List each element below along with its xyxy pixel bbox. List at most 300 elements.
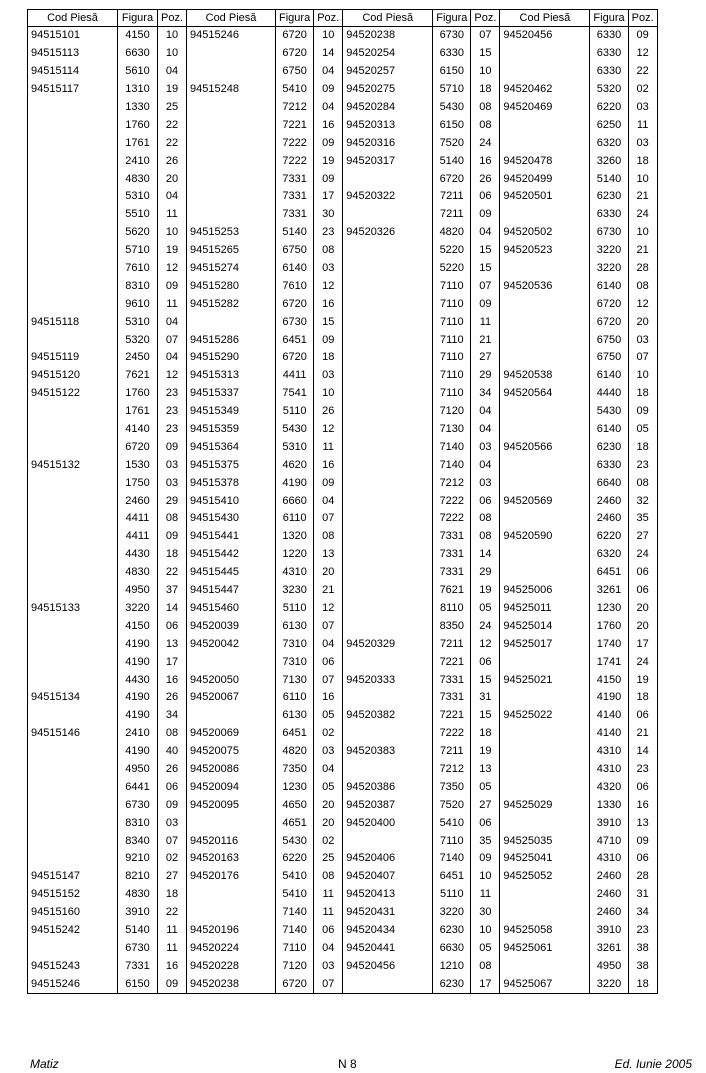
col-header-cod-piesa: Cod Piesă: [187, 10, 276, 27]
figure-cell: 4830: [118, 564, 158, 582]
figure-cell: 7310: [276, 635, 314, 653]
position-cell: 05: [471, 600, 500, 618]
figure-cell: 4620: [276, 456, 314, 474]
part-code-cell: [343, 242, 433, 260]
part-code-cell: [28, 188, 118, 206]
table-row: [28, 170, 658, 188]
position-cell: 19: [628, 671, 657, 689]
part-code-cell: 94515286: [187, 331, 276, 349]
part-code-cell: [187, 45, 276, 63]
part-code-cell: 94515243: [28, 957, 118, 975]
part-code-cell: [187, 134, 276, 152]
part-code-cell: [343, 528, 433, 546]
part-code-cell: [343, 653, 433, 671]
table-row: [28, 832, 658, 850]
figure-cell: 6330: [590, 63, 628, 81]
figure-cell: 7110: [433, 367, 471, 385]
part-code-cell: 94515447: [187, 582, 276, 600]
position-cell: 24: [628, 653, 657, 671]
position-cell: 22: [628, 63, 657, 81]
figure-cell: 3220: [118, 600, 158, 618]
figure-cell: 8310: [118, 814, 158, 832]
position-cell: 03: [471, 474, 500, 492]
figure-cell: 8310: [118, 277, 158, 295]
position-cell: 14: [158, 600, 187, 618]
footer-edition: Ed. Iunie 2005: [614, 1057, 692, 1071]
position-cell: 14: [471, 546, 500, 564]
figure-cell: 6720: [433, 170, 471, 188]
figure-cell: 4820: [433, 224, 471, 242]
figure-cell: 4310: [276, 564, 314, 582]
position-cell: 06: [471, 814, 500, 832]
part-code-cell: [28, 832, 118, 850]
figure-cell: 2460: [590, 886, 628, 904]
figure-cell: 6140: [590, 367, 628, 385]
position-cell: 06: [628, 707, 657, 725]
part-code-cell: 94515364: [187, 438, 276, 456]
table-row: [28, 957, 658, 975]
figure-cell: 7110: [276, 939, 314, 957]
figure-cell: 5140: [276, 224, 314, 242]
part-code-cell: 94520067: [187, 689, 276, 707]
table-row: [28, 403, 658, 421]
figure-cell: 7541: [276, 385, 314, 403]
position-cell: 11: [158, 295, 187, 313]
figure-cell: 4320: [590, 778, 628, 796]
figure-cell: 6720: [276, 295, 314, 313]
figure-cell: 7222: [433, 492, 471, 510]
position-cell: 04: [158, 63, 187, 81]
part-code-cell: [343, 761, 433, 779]
figure-cell: 5430: [590, 403, 628, 421]
position-cell: 09: [158, 277, 187, 295]
part-code-cell: 94515118: [28, 313, 118, 331]
figure-cell: 1230: [590, 600, 628, 618]
position-cell: 06: [628, 582, 657, 600]
part-code-cell: 94520400: [343, 814, 433, 832]
position-cell: 21: [628, 188, 657, 206]
part-code-cell: [28, 152, 118, 170]
position-cell: 15: [471, 242, 500, 260]
position-cell: 25: [158, 99, 187, 117]
part-code-cell: 94520333: [343, 671, 433, 689]
position-cell: 22: [158, 116, 187, 134]
figure-cell: 7222: [276, 134, 314, 152]
part-code-cell: 94520228: [187, 957, 276, 975]
part-code-cell: 94520317: [343, 152, 433, 170]
position-cell: 18: [314, 349, 343, 367]
figure-cell: 4190: [118, 635, 158, 653]
position-cell: 12: [314, 600, 343, 618]
figure-cell: 6660: [276, 492, 314, 510]
figure-cell: 6750: [276, 242, 314, 260]
part-code-cell: 94525067: [500, 975, 590, 993]
part-code-cell: [187, 707, 276, 725]
position-cell: 26: [158, 152, 187, 170]
position-cell: 21: [628, 725, 657, 743]
figure-cell: 7221: [433, 707, 471, 725]
part-code-cell: [187, 814, 276, 832]
position-cell: 22: [158, 564, 187, 582]
part-code-cell: [343, 277, 433, 295]
position-cell: 14: [628, 743, 657, 761]
figure-cell: 6720: [276, 349, 314, 367]
part-code-cell: [187, 63, 276, 81]
part-code-cell: 94520116: [187, 832, 276, 850]
position-cell: 24: [471, 134, 500, 152]
position-cell: 06: [628, 850, 657, 868]
position-cell: 04: [158, 349, 187, 367]
position-cell: 20: [314, 796, 343, 814]
figure-cell: 6451: [276, 331, 314, 349]
position-cell: 11: [314, 904, 343, 922]
table-row: [28, 796, 658, 814]
part-code-cell: [28, 116, 118, 134]
part-code-cell: 94520284: [343, 99, 433, 117]
figure-cell: 7140: [276, 904, 314, 922]
part-code-cell: 94520387: [343, 796, 433, 814]
part-code-cell: 94515290: [187, 349, 276, 367]
figure-cell: 6150: [433, 63, 471, 81]
col-header-poz: Poz.: [158, 10, 187, 27]
part-code-cell: [343, 725, 433, 743]
part-code-cell: [28, 707, 118, 725]
figure-cell: 5410: [276, 868, 314, 886]
figure-cell: 7212: [276, 99, 314, 117]
part-code-cell: [343, 546, 433, 564]
part-code-cell: [500, 725, 590, 743]
position-cell: 23: [628, 761, 657, 779]
position-cell: 03: [471, 438, 500, 456]
part-code-cell: 94515442: [187, 546, 276, 564]
part-code-cell: [343, 331, 433, 349]
table-row: [28, 886, 658, 904]
figure-cell: 3260: [590, 152, 628, 170]
figure-cell: 4950: [118, 761, 158, 779]
figure-cell: 7331: [433, 689, 471, 707]
figure-cell: 5430: [433, 99, 471, 117]
table-row: [28, 456, 658, 474]
position-cell: 02: [314, 725, 343, 743]
part-code-cell: 94520196: [187, 922, 276, 940]
figure-cell: 7621: [118, 367, 158, 385]
part-code-cell: 94525029: [500, 796, 590, 814]
figure-cell: 7520: [433, 134, 471, 152]
figure-cell: 6330: [590, 27, 628, 45]
position-cell: 07: [628, 349, 657, 367]
figure-cell: 7331: [276, 188, 314, 206]
part-code-cell: 94520176: [187, 868, 276, 886]
position-cell: 12: [471, 635, 500, 653]
part-code-cell: [28, 761, 118, 779]
position-cell: 16: [158, 957, 187, 975]
position-cell: 16: [314, 116, 343, 134]
position-cell: 15: [471, 260, 500, 278]
part-code-cell: [500, 295, 590, 313]
position-cell: 12: [314, 277, 343, 295]
figure-cell: 6130: [276, 617, 314, 635]
table-row: [28, 206, 658, 224]
part-code-cell: [28, 564, 118, 582]
position-cell: 23: [628, 922, 657, 940]
position-cell: 19: [471, 743, 500, 761]
table-row: [28, 474, 658, 492]
part-code-cell: 94515280: [187, 277, 276, 295]
figure-cell: 3910: [118, 904, 158, 922]
position-cell: 18: [158, 546, 187, 564]
figure-cell: 1530: [118, 456, 158, 474]
position-cell: 10: [471, 63, 500, 81]
part-code-cell: 94515113: [28, 45, 118, 63]
part-code-cell: 94515410: [187, 492, 276, 510]
position-cell: 03: [628, 331, 657, 349]
figure-cell: 6150: [433, 116, 471, 134]
part-code-cell: 94515133: [28, 600, 118, 618]
figure-cell: 4411: [118, 510, 158, 528]
part-code-cell: [28, 778, 118, 796]
position-cell: 09: [158, 438, 187, 456]
part-code-cell: 94520313: [343, 116, 433, 134]
position-cell: 13: [471, 761, 500, 779]
table-row: [28, 295, 658, 313]
position-cell: 21: [314, 582, 343, 600]
figure-cell: 1330: [118, 99, 158, 117]
part-code-cell: [500, 761, 590, 779]
position-cell: 34: [158, 707, 187, 725]
part-code-cell: 94520441: [343, 939, 433, 957]
figure-cell: 6441: [118, 778, 158, 796]
part-code-cell: 94520434: [343, 922, 433, 940]
parts-index-table: [27, 9, 658, 994]
position-cell: 15: [471, 45, 500, 63]
table-row: [28, 224, 658, 242]
figure-cell: 7331: [276, 170, 314, 188]
figure-cell: 4430: [118, 671, 158, 689]
part-code-cell: 94515248: [187, 81, 276, 99]
part-code-cell: 94525052: [500, 868, 590, 886]
position-cell: 31: [628, 886, 657, 904]
position-cell: 17: [158, 653, 187, 671]
position-cell: 08: [158, 510, 187, 528]
part-code-cell: 94520406: [343, 850, 433, 868]
part-code-cell: 94515101: [28, 27, 118, 45]
part-code-cell: [187, 152, 276, 170]
table-row: [28, 188, 658, 206]
figure-cell: 9210: [118, 850, 158, 868]
part-code-cell: 94515265: [187, 242, 276, 260]
position-cell: 18: [471, 725, 500, 743]
figure-cell: 6250: [590, 116, 628, 134]
position-cell: 08: [471, 510, 500, 528]
position-cell: 09: [471, 295, 500, 313]
position-cell: 06: [314, 653, 343, 671]
part-code-cell: 94525011: [500, 600, 590, 618]
part-code-cell: [500, 206, 590, 224]
table-row: [28, 438, 658, 456]
position-cell: 07: [314, 617, 343, 635]
figure-cell: 1210: [433, 957, 471, 975]
position-cell: 07: [471, 27, 500, 45]
figure-cell: 5430: [276, 421, 314, 439]
figure-cell: 3261: [590, 582, 628, 600]
position-cell: 05: [628, 421, 657, 439]
figure-cell: 6451: [433, 868, 471, 886]
part-code-cell: [500, 957, 590, 975]
part-code-cell: [343, 295, 433, 313]
part-code-cell: [28, 260, 118, 278]
figure-cell: 4950: [590, 957, 628, 975]
figure-cell: 7331: [433, 671, 471, 689]
col-header-figura: Figura: [118, 10, 158, 27]
table-row: [28, 725, 658, 743]
figure-cell: 5410: [276, 81, 314, 99]
position-cell: 03: [158, 474, 187, 492]
figure-cell: 4310: [590, 850, 628, 868]
figure-cell: 6720: [590, 295, 628, 313]
position-cell: 06: [471, 492, 500, 510]
figure-cell: 6730: [118, 796, 158, 814]
position-cell: 08: [471, 116, 500, 134]
position-cell: 09: [628, 27, 657, 45]
position-cell: 16: [471, 152, 500, 170]
position-cell: 27: [471, 796, 500, 814]
part-code-cell: 94520566: [500, 438, 590, 456]
part-code-cell: [28, 492, 118, 510]
table-row: [28, 922, 658, 940]
table-row: [28, 27, 658, 45]
part-code-cell: 94520538: [500, 367, 590, 385]
figure-cell: 8340: [118, 832, 158, 850]
position-cell: 26: [158, 689, 187, 707]
part-code-cell: [28, 295, 118, 313]
part-code-cell: [500, 510, 590, 528]
table-row: [28, 45, 658, 63]
part-code-cell: [343, 474, 433, 492]
part-code-cell: 94520254: [343, 45, 433, 63]
figure-cell: 6730: [118, 939, 158, 957]
figure-cell: 7211: [433, 743, 471, 761]
position-cell: 04: [314, 63, 343, 81]
position-cell: 05: [314, 707, 343, 725]
part-code-cell: 94525035: [500, 832, 590, 850]
position-cell: 07: [314, 671, 343, 689]
position-cell: 10: [628, 224, 657, 242]
figure-cell: 4190: [118, 653, 158, 671]
figure-cell: 1760: [118, 116, 158, 134]
figure-cell: 4950: [118, 582, 158, 600]
part-code-cell: 94515253: [187, 224, 276, 242]
figure-cell: 1320: [276, 528, 314, 546]
part-code-cell: 94515282: [187, 295, 276, 313]
part-code-cell: 94525022: [500, 707, 590, 725]
figure-cell: 6630: [433, 939, 471, 957]
part-code-cell: 94520564: [500, 385, 590, 403]
position-cell: 23: [314, 224, 343, 242]
position-cell: 08: [314, 868, 343, 886]
position-cell: 13: [158, 635, 187, 653]
position-cell: 02: [158, 850, 187, 868]
position-cell: 03: [314, 367, 343, 385]
position-cell: 03: [314, 743, 343, 761]
col-header-figura: Figura: [590, 10, 628, 27]
position-cell: 35: [471, 832, 500, 850]
part-code-cell: 94515246: [28, 975, 118, 993]
part-code-cell: [500, 689, 590, 707]
figure-cell: 7110: [433, 349, 471, 367]
part-code-cell: 94520238: [187, 975, 276, 993]
figure-cell: 1760: [118, 385, 158, 403]
figure-cell: 4651: [276, 814, 314, 832]
position-cell: 30: [471, 904, 500, 922]
part-code-cell: [28, 528, 118, 546]
position-cell: 22: [158, 904, 187, 922]
col-header-cod-piesa: Cod Piesă: [28, 10, 118, 27]
part-code-cell: [28, 814, 118, 832]
figure-cell: 6230: [590, 188, 628, 206]
part-code-cell: [343, 438, 433, 456]
part-code-cell: 94515119: [28, 349, 118, 367]
position-cell: 12: [158, 260, 187, 278]
part-code-cell: [28, 277, 118, 295]
figure-cell: 5110: [276, 600, 314, 618]
figure-cell: 5310: [118, 188, 158, 206]
position-cell: 09: [628, 403, 657, 421]
figure-cell: 6330: [433, 45, 471, 63]
table-row: [28, 743, 658, 761]
position-cell: 04: [471, 421, 500, 439]
figure-cell: 5320: [590, 81, 628, 99]
position-cell: 09: [314, 134, 343, 152]
position-cell: 11: [158, 939, 187, 957]
figure-cell: 1761: [118, 403, 158, 421]
col-header-cod-piesa: Cod Piesă: [500, 10, 590, 27]
figure-cell: 1310: [118, 81, 158, 99]
part-code-cell: [343, 170, 433, 188]
table-row: [28, 63, 658, 81]
part-code-cell: 94520386: [343, 778, 433, 796]
position-cell: 11: [628, 116, 657, 134]
position-cell: 09: [314, 331, 343, 349]
figure-cell: 1760: [590, 617, 628, 635]
part-code-cell: [28, 170, 118, 188]
part-code-cell: 94520163: [187, 850, 276, 868]
position-cell: 04: [158, 313, 187, 331]
figure-cell: 1230: [276, 778, 314, 796]
part-code-cell: 94515359: [187, 421, 276, 439]
figure-cell: 7211: [433, 188, 471, 206]
figure-cell: 6140: [276, 260, 314, 278]
part-code-cell: [343, 975, 433, 993]
part-code-cell: [28, 438, 118, 456]
figure-cell: 7221: [276, 116, 314, 134]
figure-cell: 6730: [433, 27, 471, 45]
part-code-cell: [187, 170, 276, 188]
table-row: [28, 116, 658, 134]
position-cell: 18: [158, 886, 187, 904]
part-code-cell: 94520329: [343, 635, 433, 653]
part-code-cell: [28, 582, 118, 600]
part-code-cell: [500, 63, 590, 81]
figure-cell: 5610: [118, 63, 158, 81]
part-code-cell: [343, 617, 433, 635]
part-code-cell: [500, 313, 590, 331]
part-code-cell: [343, 832, 433, 850]
figure-cell: 5310: [276, 438, 314, 456]
position-cell: 07: [314, 510, 343, 528]
part-code-cell: 94515460: [187, 600, 276, 618]
col-header-poz: Poz.: [471, 10, 500, 27]
figure-cell: 4140: [118, 421, 158, 439]
